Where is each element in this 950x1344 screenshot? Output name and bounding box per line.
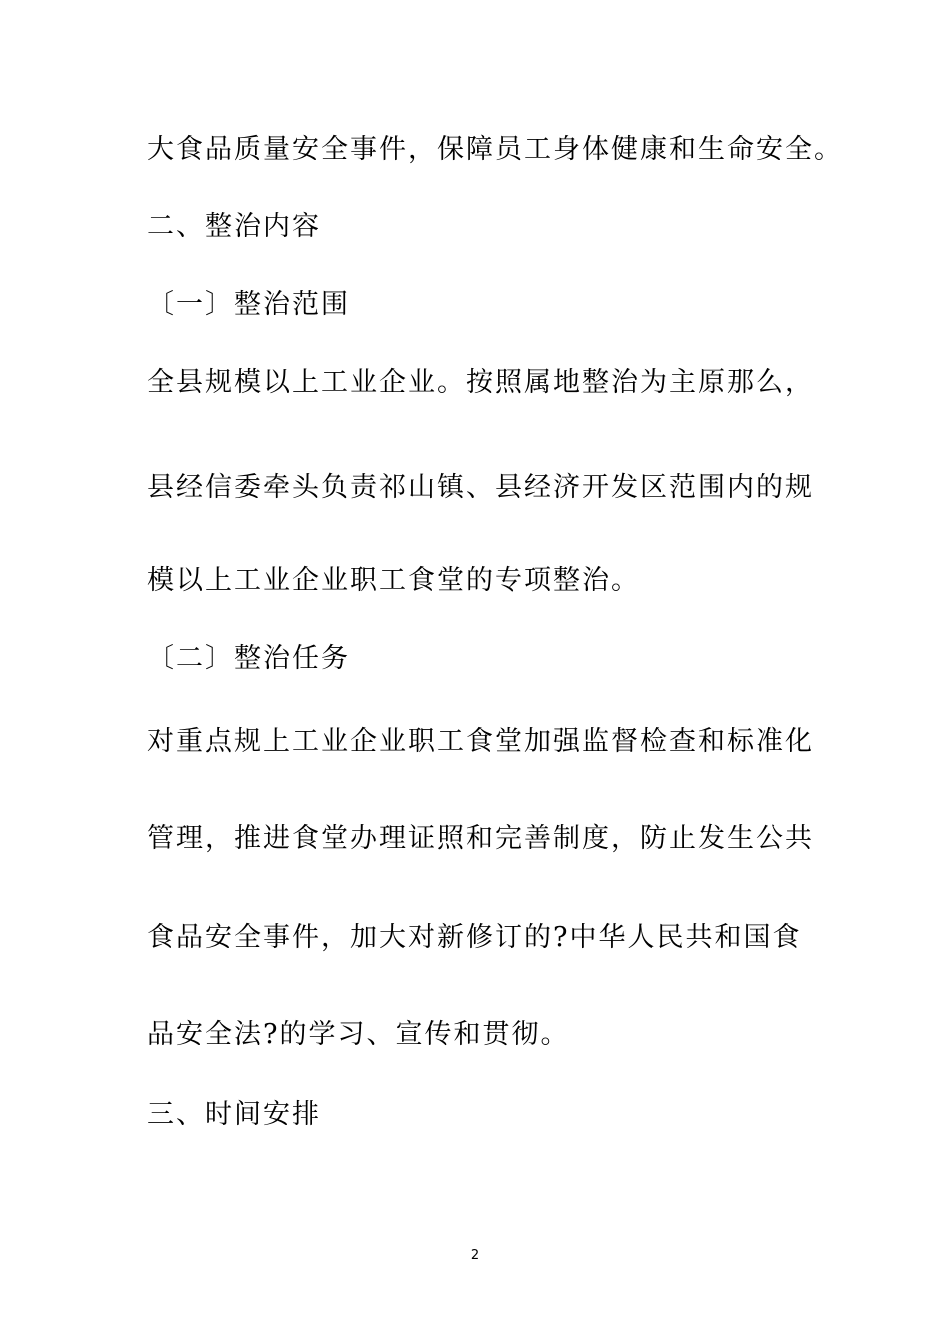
subsection-heading: 〔二〕整治任务 <box>147 643 350 674</box>
body-text-line: 食品安全事件，加大对新修订的?中华人民共和国食 <box>147 922 802 953</box>
subsection-heading: 〔一〕整治范围 <box>147 289 350 320</box>
section-heading: 二、整治内容 <box>147 211 321 242</box>
body-text-line: 全县规模以上工业企业。按照属地整治为主原那么， <box>147 367 814 398</box>
body-text-line: 大食品质量安全事件，保障员工身体健康和生命安全。 <box>147 134 843 165</box>
body-text-line: 品安全法?的学习、宣传和贯彻。 <box>147 1019 570 1050</box>
section-heading: 三、时间安排 <box>147 1099 321 1130</box>
body-text-line: 对重点规上工业企业职工食堂加强监督检查和标准化 <box>147 726 814 757</box>
page-number: 2 <box>470 1248 480 1263</box>
body-text-line: 模以上工业企业职工食堂的专项整治。 <box>147 565 640 596</box>
body-text-line: 管理，推进食堂办理证照和完善制度，防止发生公共 <box>147 823 814 854</box>
body-text-line: 县经信委牵头负责祁山镇、县经济开发区范围内的规 <box>147 472 814 503</box>
